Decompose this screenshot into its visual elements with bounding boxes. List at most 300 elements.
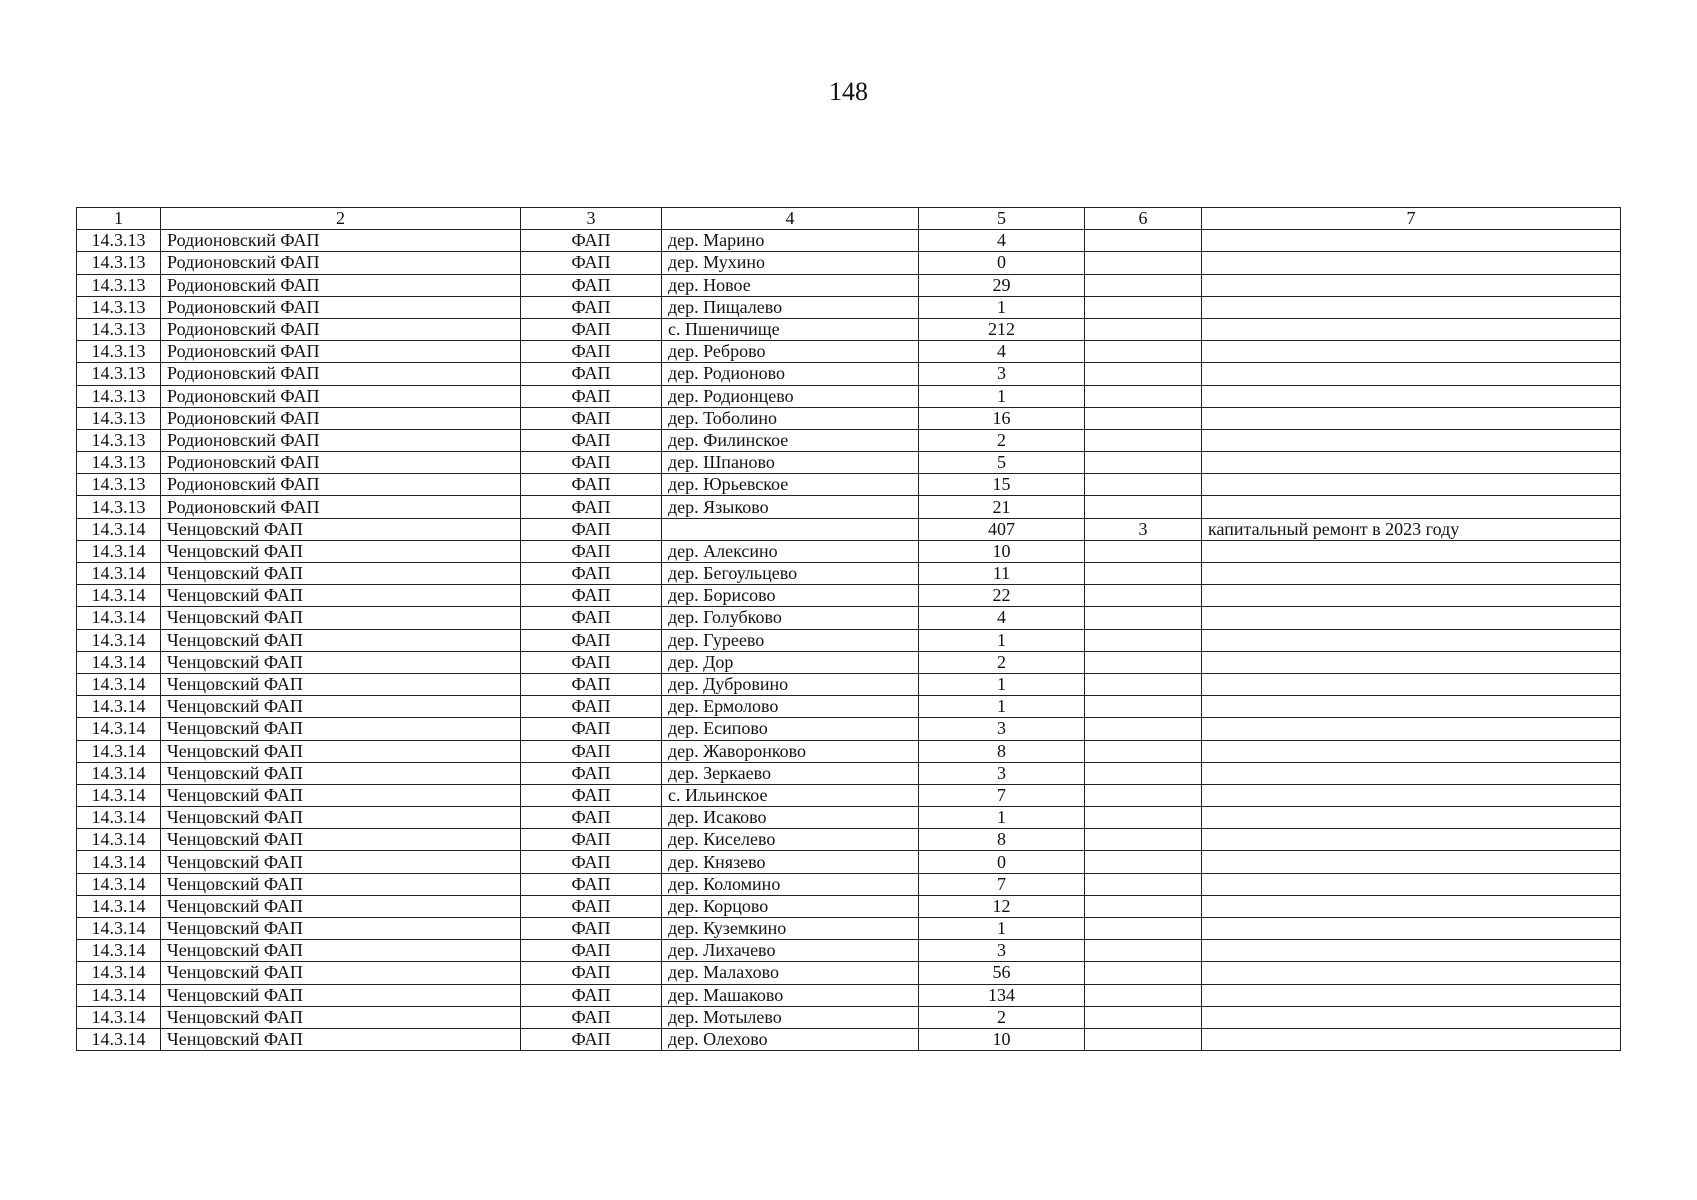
table-row (77, 895, 1621, 917)
row-number-cell: 14.3.13 (77, 385, 161, 407)
population-cell: 3 (919, 762, 1085, 784)
note-cell (1202, 895, 1621, 917)
population-cell: 3 (919, 940, 1085, 962)
distance-cell (1085, 718, 1202, 740)
settlement-cell: дер. Малахово (662, 962, 919, 984)
facility-type-cell: ФАП (521, 540, 662, 562)
distance-cell (1085, 585, 1202, 607)
settlement-cell: дер. Родионово (662, 363, 919, 385)
table-row (77, 918, 1621, 940)
note-cell (1202, 474, 1621, 496)
note-cell (1202, 762, 1621, 784)
settlement-cell: дер. Есипово (662, 718, 919, 740)
table-row (77, 851, 1621, 873)
note-cell (1202, 452, 1621, 474)
facility-type-cell: ФАП (521, 252, 662, 274)
settlement-cell: дер. Гуреево (662, 629, 919, 651)
facility-type-cell: ФАП (521, 429, 662, 451)
note-cell (1202, 984, 1621, 1006)
population-cell: 1 (919, 296, 1085, 318)
row-number-cell: 14.3.14 (77, 829, 161, 851)
population-cell: 5 (919, 452, 1085, 474)
row-number-cell: 14.3.14 (77, 651, 161, 673)
table-row (77, 274, 1621, 296)
header-cell: 7 (1202, 208, 1621, 230)
table-row (77, 873, 1621, 895)
distance-cell (1085, 429, 1202, 451)
facility-name-cell: Ченцовский ФАП (161, 873, 521, 895)
settlement-cell: дер. Киселево (662, 829, 919, 851)
facility-name-cell: Ченцовский ФАП (161, 940, 521, 962)
distance-cell (1085, 496, 1202, 518)
note-cell (1202, 807, 1621, 829)
row-number-cell: 14.3.14 (77, 762, 161, 784)
facility-name-cell: Ченцовский ФАП (161, 696, 521, 718)
settlement-cell: дер. Бегоульцево (662, 563, 919, 585)
settlement-cell (662, 518, 919, 540)
population-cell: 3 (919, 718, 1085, 740)
facility-name-cell: Ченцовский ФАП (161, 585, 521, 607)
facility-type-cell: ФАП (521, 296, 662, 318)
table-row (77, 718, 1621, 740)
distance-cell (1085, 829, 1202, 851)
facility-name-cell: Родионовский ФАП (161, 252, 521, 274)
row-number-cell: 14.3.13 (77, 341, 161, 363)
population-cell: 21 (919, 496, 1085, 518)
settlement-cell: дер. Олехово (662, 1028, 919, 1050)
row-number-cell: 14.3.14 (77, 1006, 161, 1028)
row-number-cell: 14.3.14 (77, 807, 161, 829)
distance-cell (1085, 1028, 1202, 1050)
facility-type-cell: ФАП (521, 940, 662, 962)
population-cell: 56 (919, 962, 1085, 984)
facility-name-cell: Ченцовский ФАП (161, 784, 521, 806)
distance-cell (1085, 296, 1202, 318)
facility-name-cell: Ченцовский ФАП (161, 895, 521, 917)
facility-name-cell: Ченцовский ФАП (161, 962, 521, 984)
table-row (77, 296, 1621, 318)
settlement-cell: дер. Голубково (662, 607, 919, 629)
settlement-cell: дер. Реброво (662, 341, 919, 363)
settlement-cell: дер. Языково (662, 496, 919, 518)
facility-name-cell: Ченцовский ФАП (161, 762, 521, 784)
table-row (77, 230, 1621, 252)
facility-type-cell: ФАП (521, 918, 662, 940)
note-cell (1202, 873, 1621, 895)
population-cell: 3 (919, 363, 1085, 385)
note-cell (1202, 385, 1621, 407)
settlement-cell: дер. Дор (662, 651, 919, 673)
facility-type-cell: ФАП (521, 363, 662, 385)
settlement-cell: с. Ильинское (662, 784, 919, 806)
table-row (77, 496, 1621, 518)
settlement-cell: дер. Коломино (662, 873, 919, 895)
facility-name-cell: Ченцовский ФАП (161, 1006, 521, 1028)
note-cell (1202, 585, 1621, 607)
facility-type-cell: ФАП (521, 274, 662, 296)
facility-type-cell: ФАП (521, 318, 662, 340)
facility-type-cell: ФАП (521, 518, 662, 540)
settlement-cell: дер. Филинское (662, 429, 919, 451)
population-cell: 1 (919, 629, 1085, 651)
population-cell: 29 (919, 274, 1085, 296)
distance-cell (1085, 540, 1202, 562)
distance-cell (1085, 873, 1202, 895)
note-cell (1202, 407, 1621, 429)
settlement-cell: дер. Мотылево (662, 1006, 919, 1028)
facility-type-cell: ФАП (521, 629, 662, 651)
note-cell (1202, 940, 1621, 962)
row-number-cell: 14.3.14 (77, 718, 161, 740)
population-cell: 4 (919, 341, 1085, 363)
table-row (77, 518, 1621, 540)
table-row (77, 540, 1621, 562)
distance-cell (1085, 407, 1202, 429)
note-cell (1202, 341, 1621, 363)
population-cell: 134 (919, 984, 1085, 1006)
population-cell: 1 (919, 673, 1085, 695)
population-cell: 22 (919, 585, 1085, 607)
facility-name-cell: Родионовский ФАП (161, 385, 521, 407)
distance-cell (1085, 629, 1202, 651)
facility-name-cell: Ченцовский ФАП (161, 540, 521, 562)
row-number-cell: 14.3.14 (77, 851, 161, 873)
note-cell (1202, 851, 1621, 873)
settlement-cell: дер. Князево (662, 851, 919, 873)
population-cell: 1 (919, 918, 1085, 940)
note-cell (1202, 918, 1621, 940)
note-cell (1202, 563, 1621, 585)
distance-cell (1085, 607, 1202, 629)
note-cell (1202, 651, 1621, 673)
facility-type-cell: ФАП (521, 740, 662, 762)
table-row (77, 341, 1621, 363)
table-row (77, 829, 1621, 851)
header-cell: 1 (77, 208, 161, 230)
population-cell: 10 (919, 1028, 1085, 1050)
table-row (77, 563, 1621, 585)
table-row (77, 984, 1621, 1006)
note-cell (1202, 429, 1621, 451)
distance-cell (1085, 895, 1202, 917)
facility-type-cell: ФАП (521, 673, 662, 695)
facility-type-cell: ФАП (521, 829, 662, 851)
table-row (77, 807, 1621, 829)
row-number-cell: 14.3.13 (77, 296, 161, 318)
note-cell (1202, 274, 1621, 296)
settlement-cell: дер. Родионцево (662, 385, 919, 407)
distance-cell (1085, 341, 1202, 363)
distance-cell (1085, 474, 1202, 496)
table-row (77, 252, 1621, 274)
note-cell (1202, 673, 1621, 695)
header-cell: 6 (1085, 208, 1202, 230)
note-cell (1202, 296, 1621, 318)
note-cell (1202, 607, 1621, 629)
row-number-cell: 14.3.14 (77, 607, 161, 629)
population-cell: 11 (919, 563, 1085, 585)
table-row (77, 363, 1621, 385)
facility-name-cell: Ченцовский ФАП (161, 651, 521, 673)
row-number-cell: 14.3.14 (77, 629, 161, 651)
facility-name-cell: Ченцовский ФАП (161, 1028, 521, 1050)
facility-name-cell: Родионовский ФАП (161, 363, 521, 385)
table-row (77, 940, 1621, 962)
row-number-cell: 14.3.13 (77, 452, 161, 474)
distance-cell (1085, 851, 1202, 873)
note-cell (1202, 252, 1621, 274)
facility-name-cell: Родионовский ФАП (161, 429, 521, 451)
facility-type-cell: ФАП (521, 784, 662, 806)
facility-name-cell: Ченцовский ФАП (161, 984, 521, 1006)
table-row (77, 407, 1621, 429)
distance-cell (1085, 918, 1202, 940)
population-cell: 407 (919, 518, 1085, 540)
settlement-cell: дер. Куземкино (662, 918, 919, 940)
table-row (77, 651, 1621, 673)
facility-type-cell: ФАП (521, 718, 662, 740)
population-cell: 8 (919, 740, 1085, 762)
settlement-cell: дер. Мухино (662, 252, 919, 274)
distance-cell (1085, 1006, 1202, 1028)
settlement-cell: дер. Юрьевское (662, 474, 919, 496)
note-cell (1202, 718, 1621, 740)
facility-name-cell: Родионовский ФАП (161, 407, 521, 429)
row-number-cell: 14.3.14 (77, 984, 161, 1006)
row-number-cell: 14.3.13 (77, 474, 161, 496)
note-cell (1202, 829, 1621, 851)
population-cell: 1 (919, 696, 1085, 718)
population-cell: 16 (919, 407, 1085, 429)
settlement-cell: дер. Корцово (662, 895, 919, 917)
row-number-cell: 14.3.13 (77, 274, 161, 296)
distance-cell (1085, 696, 1202, 718)
facility-name-cell: Ченцовский ФАП (161, 629, 521, 651)
row-number-cell: 14.3.14 (77, 1028, 161, 1050)
facilities-table (76, 207, 1621, 1051)
facility-type-cell: ФАП (521, 651, 662, 673)
population-cell: 0 (919, 252, 1085, 274)
settlement-cell: дер. Новое (662, 274, 919, 296)
row-number-cell: 14.3.13 (77, 429, 161, 451)
facility-name-cell: Родионовский ФАП (161, 274, 521, 296)
distance-cell (1085, 318, 1202, 340)
note-cell (1202, 629, 1621, 651)
distance-cell (1085, 984, 1202, 1006)
note-cell (1202, 1006, 1621, 1028)
distance-cell (1085, 385, 1202, 407)
table-row (77, 784, 1621, 806)
facility-type-cell: ФАП (521, 230, 662, 252)
distance-cell (1085, 762, 1202, 784)
facility-name-cell: Ченцовский ФАП (161, 563, 521, 585)
distance-cell (1085, 962, 1202, 984)
row-number-cell: 14.3.14 (77, 895, 161, 917)
facility-type-cell: ФАП (521, 962, 662, 984)
table-row (77, 452, 1621, 474)
population-cell: 10 (919, 540, 1085, 562)
settlement-cell: дер. Борисово (662, 585, 919, 607)
population-cell: 2 (919, 651, 1085, 673)
facility-type-cell: ФАП (521, 585, 662, 607)
facility-type-cell: ФАП (521, 807, 662, 829)
table-row (77, 1006, 1621, 1028)
table-row (77, 696, 1621, 718)
population-cell: 7 (919, 784, 1085, 806)
population-cell: 7 (919, 873, 1085, 895)
row-number-cell: 14.3.13 (77, 318, 161, 340)
row-number-cell: 14.3.14 (77, 563, 161, 585)
facility-name-cell: Ченцовский ФАП (161, 518, 521, 540)
row-number-cell: 14.3.14 (77, 940, 161, 962)
distance-cell (1085, 673, 1202, 695)
facility-type-cell: ФАП (521, 341, 662, 363)
distance-cell (1085, 740, 1202, 762)
settlement-cell: дер. Алексино (662, 540, 919, 562)
facility-type-cell: ФАП (521, 984, 662, 1006)
row-number-cell: 14.3.13 (77, 363, 161, 385)
facility-type-cell: ФАП (521, 496, 662, 518)
header-cell: 5 (919, 208, 1085, 230)
row-number-cell: 14.3.14 (77, 518, 161, 540)
facility-type-cell: ФАП (521, 1028, 662, 1050)
population-cell: 2 (919, 1006, 1085, 1028)
distance-cell: 3 (1085, 518, 1202, 540)
population-cell: 15 (919, 474, 1085, 496)
table-row (77, 740, 1621, 762)
facility-type-cell: ФАП (521, 696, 662, 718)
row-number-cell: 14.3.14 (77, 784, 161, 806)
facility-type-cell: ФАП (521, 563, 662, 585)
population-cell: 8 (919, 829, 1085, 851)
facility-name-cell: Ченцовский ФАП (161, 607, 521, 629)
facility-name-cell: Родионовский ФАП (161, 474, 521, 496)
facility-type-cell: ФАП (521, 895, 662, 917)
table-row (77, 474, 1621, 496)
settlement-cell: дер. Лихачево (662, 940, 919, 962)
header-cell: 4 (662, 208, 919, 230)
row-number-cell: 14.3.13 (77, 230, 161, 252)
note-cell (1202, 784, 1621, 806)
table-row (77, 318, 1621, 340)
population-cell: 0 (919, 851, 1085, 873)
facility-type-cell: ФАП (521, 607, 662, 629)
note-cell (1202, 962, 1621, 984)
facility-type-cell: ФАП (521, 385, 662, 407)
row-number-cell: 14.3.14 (77, 540, 161, 562)
facility-name-cell: Родионовский ФАП (161, 230, 521, 252)
facility-name-cell: Родионовский ФАП (161, 296, 521, 318)
header-row (77, 208, 1621, 230)
settlement-cell: дер. Зеркаево (662, 762, 919, 784)
settlement-cell: дер. Машаково (662, 984, 919, 1006)
table-row (77, 629, 1621, 651)
row-number-cell: 14.3.14 (77, 740, 161, 762)
facility-name-cell: Ченцовский ФАП (161, 918, 521, 940)
population-cell: 212 (919, 318, 1085, 340)
row-number-cell: 14.3.14 (77, 585, 161, 607)
note-cell (1202, 1028, 1621, 1050)
table-row (77, 429, 1621, 451)
facility-name-cell: Ченцовский ФАП (161, 718, 521, 740)
distance-cell (1085, 563, 1202, 585)
page-number: 148 (829, 77, 868, 106)
population-cell: 2 (919, 429, 1085, 451)
facility-name-cell: Ченцовский ФАП (161, 740, 521, 762)
distance-cell (1085, 274, 1202, 296)
facility-type-cell: ФАП (521, 762, 662, 784)
table-row (77, 762, 1621, 784)
row-number-cell: 14.3.13 (77, 252, 161, 274)
population-cell: 4 (919, 230, 1085, 252)
facility-name-cell: Родионовский ФАП (161, 341, 521, 363)
distance-cell (1085, 452, 1202, 474)
note-cell (1202, 740, 1621, 762)
settlement-cell: дер. Исаково (662, 807, 919, 829)
note-cell (1202, 540, 1621, 562)
facility-name-cell: Родионовский ФАП (161, 318, 521, 340)
facility-type-cell: ФАП (521, 851, 662, 873)
note-cell (1202, 363, 1621, 385)
distance-cell (1085, 940, 1202, 962)
facility-name-cell: Родионовский ФАП (161, 496, 521, 518)
row-number-cell: 14.3.13 (77, 496, 161, 518)
settlement-cell: дер. Тоболино (662, 407, 919, 429)
facility-name-cell: Ченцовский ФАП (161, 829, 521, 851)
facility-name-cell: Ченцовский ФАП (161, 807, 521, 829)
distance-cell (1085, 363, 1202, 385)
note-cell (1202, 496, 1621, 518)
note-cell: капитальный ремонт в 2023 году (1202, 518, 1621, 540)
row-number-cell: 14.3.14 (77, 873, 161, 895)
facility-type-cell: ФАП (521, 452, 662, 474)
facility-type-cell: ФАП (521, 407, 662, 429)
row-number-cell: 14.3.14 (77, 962, 161, 984)
population-cell: 1 (919, 807, 1085, 829)
row-number-cell: 14.3.13 (77, 407, 161, 429)
header-cell: 2 (161, 208, 521, 230)
header-cell: 3 (521, 208, 662, 230)
table-row (77, 962, 1621, 984)
distance-cell (1085, 252, 1202, 274)
row-number-cell: 14.3.14 (77, 673, 161, 695)
note-cell (1202, 230, 1621, 252)
distance-cell (1085, 784, 1202, 806)
table-row (77, 385, 1621, 407)
facility-name-cell: Родионовский ФАП (161, 452, 521, 474)
settlement-cell: дер. Жаворонково (662, 740, 919, 762)
settlement-cell: дер. Дубровино (662, 673, 919, 695)
settlement-cell: с. Пшеничище (662, 318, 919, 340)
facility-name-cell: Ченцовский ФАП (161, 673, 521, 695)
facility-type-cell: ФАП (521, 474, 662, 496)
table-row (77, 607, 1621, 629)
population-cell: 4 (919, 607, 1085, 629)
table-row (77, 673, 1621, 695)
note-cell (1202, 696, 1621, 718)
table-row (77, 585, 1621, 607)
facility-type-cell: ФАП (521, 873, 662, 895)
distance-cell (1085, 651, 1202, 673)
settlement-cell: дер. Пищалево (662, 296, 919, 318)
table-row (77, 1028, 1621, 1050)
row-number-cell: 14.3.14 (77, 918, 161, 940)
population-cell: 1 (919, 385, 1085, 407)
settlement-cell: дер. Шпаново (662, 452, 919, 474)
facility-type-cell: ФАП (521, 1006, 662, 1028)
facility-name-cell: Ченцовский ФАП (161, 851, 521, 873)
distance-cell (1085, 807, 1202, 829)
